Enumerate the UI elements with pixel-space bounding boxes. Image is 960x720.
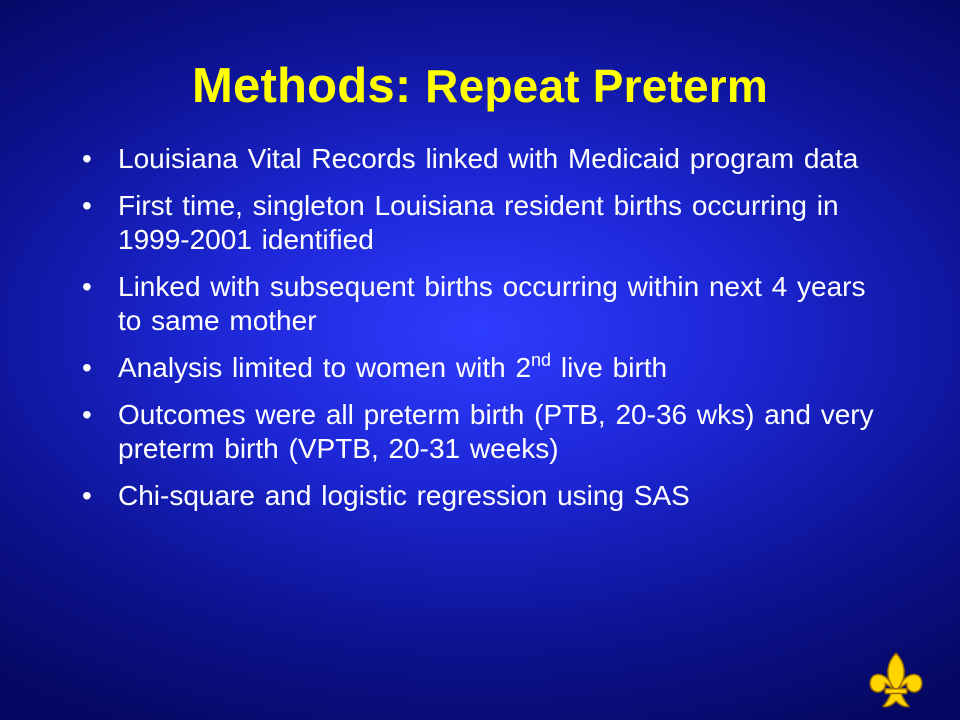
bullet-dot: • (82, 480, 92, 511)
bullet-text: Chi-square and logistic regression using SAS (118, 480, 690, 511)
bullet-dot: • (82, 352, 92, 383)
bullet-text: Linked with subsequent births occurring within next 4 years to same mother (118, 271, 866, 336)
bullet-text-before: Analysis limited to women with 2 (118, 352, 532, 383)
bullet-item (82, 351, 882, 385)
bullet-dot: • (82, 399, 92, 430)
slide-title (0, 56, 960, 116)
bullet-item (82, 270, 882, 338)
bullet-dot: • (82, 143, 92, 174)
bullet-text: First time, singleton Louisiana resident births occurring in 1999-2001 identified (118, 190, 839, 255)
bullet-item (82, 479, 882, 513)
bullet-text: Outcomes were all preterm birth (PTB, 20-36 wks) and very preterm birth (VPTB, 20-31 weeks) (118, 399, 874, 464)
bullet-item (82, 398, 882, 466)
bullet-text: Louisiana Vital Records linked with Medicaid program data (118, 143, 859, 174)
bullet-list (82, 142, 882, 526)
bullet-text-after: live birth (551, 352, 668, 383)
bullet-item (82, 189, 882, 257)
bullet-item (82, 142, 882, 176)
slide-title-part-2: Repeat Preterm (425, 60, 769, 112)
bullet-dot: • (82, 190, 92, 221)
fleur-de-lis-icon (862, 648, 930, 716)
ordinal-superscript: nd (531, 350, 552, 370)
bullet-text (118, 352, 667, 383)
slide-title-part-1: Methods: (191, 59, 412, 113)
bullet-dot: • (82, 271, 92, 302)
